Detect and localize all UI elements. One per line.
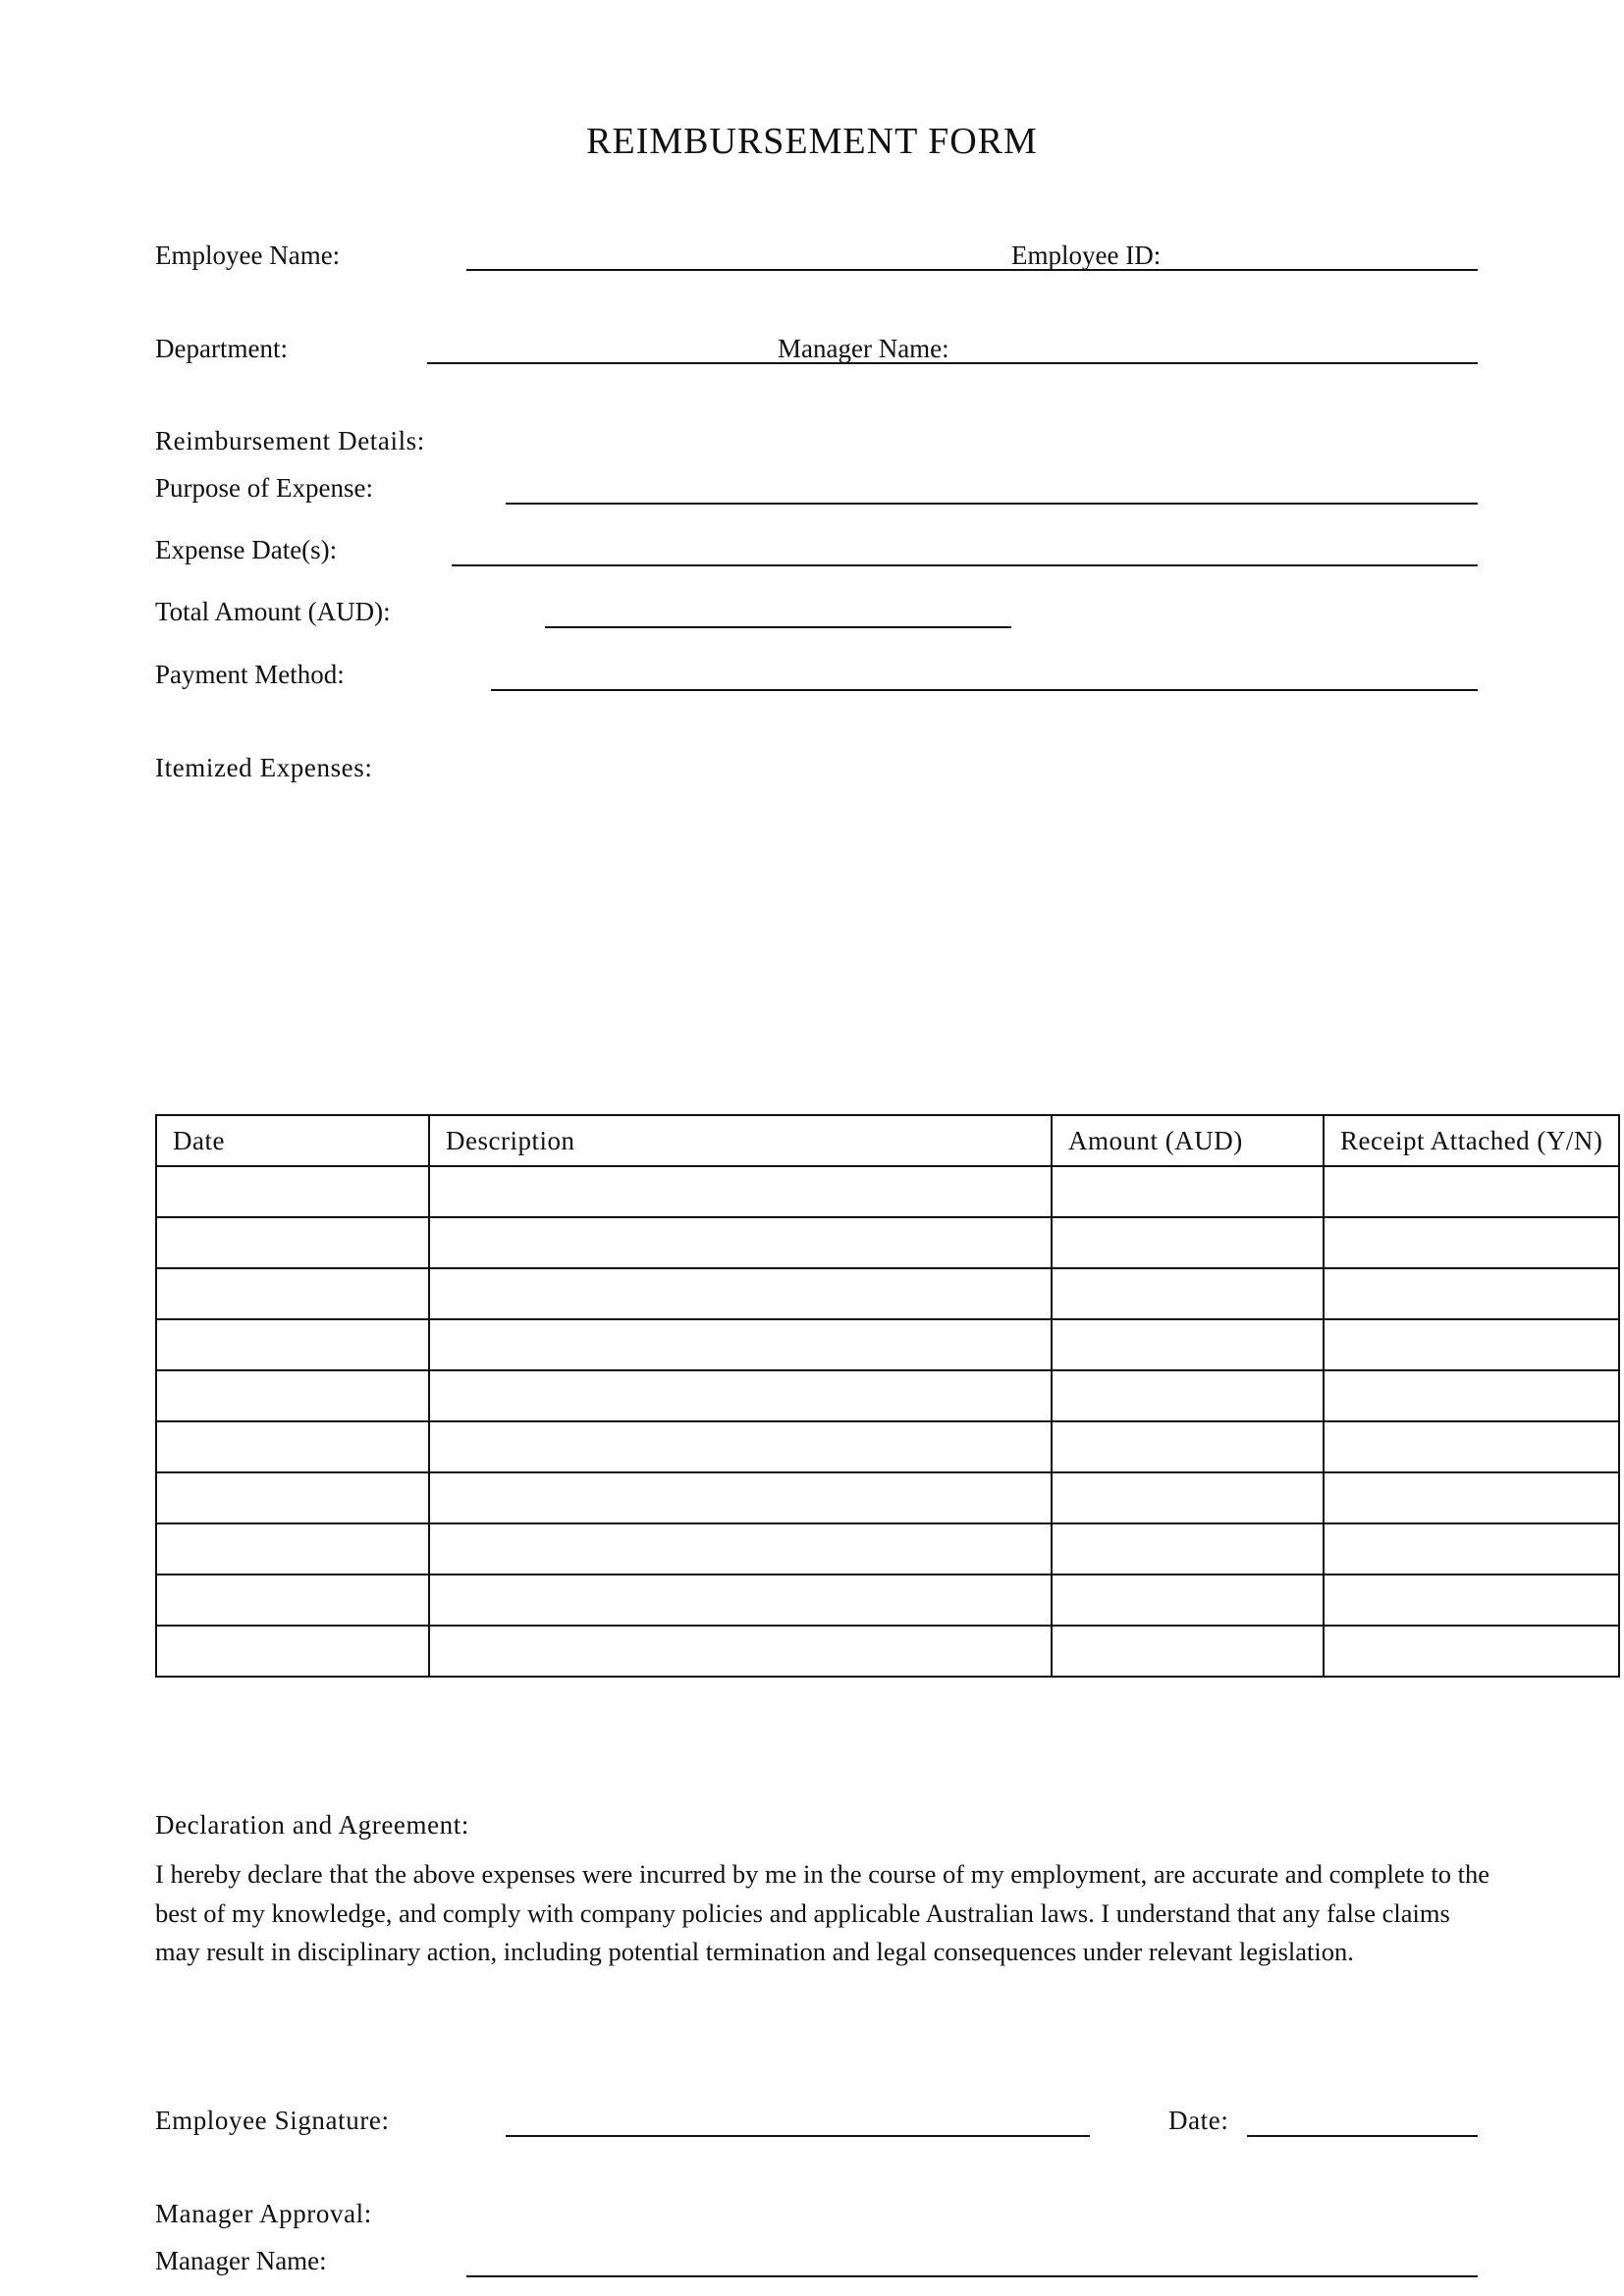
purpose-of-expense-label: Purpose of Expense: [155, 473, 373, 503]
table-row [156, 1626, 1619, 1677]
receipt-cell[interactable] [1324, 1268, 1619, 1319]
receipt-cell[interactable] [1324, 1217, 1619, 1268]
receipt-cell[interactable] [1324, 1166, 1619, 1217]
department-label: Department: [155, 334, 288, 363]
total-amount-field[interactable] [545, 626, 1011, 628]
description-cell[interactable] [429, 1575, 1052, 1626]
approval-manager-name-label: Manager Name: [155, 2246, 327, 2275]
table-row [156, 1370, 1619, 1421]
date-cell[interactable] [156, 1370, 429, 1421]
itemized-expenses-table [155, 1114, 1620, 1678]
receipt-cell[interactable] [1324, 1421, 1619, 1472]
receipt-cell[interactable] [1324, 1575, 1619, 1626]
date-cell[interactable] [156, 1268, 429, 1319]
table-header-row [156, 1115, 1619, 1166]
description-cell[interactable] [429, 1319, 1052, 1370]
date-cell[interactable] [156, 1523, 429, 1575]
payment-method-field[interactable] [491, 689, 1478, 691]
amount-cell[interactable] [1052, 1319, 1324, 1370]
receipt-cell[interactable] [1324, 1472, 1619, 1523]
amount-cell[interactable] [1052, 1575, 1324, 1626]
description-cell[interactable] [429, 1268, 1052, 1319]
date-cell[interactable] [156, 1472, 429, 1523]
header-receipt-attached: Receipt Attached (Y/N) [1324, 1115, 1619, 1166]
description-cell[interactable] [429, 1166, 1052, 1217]
signature-date-label: Date: [1168, 2106, 1229, 2135]
table-row [156, 1268, 1619, 1319]
receipt-cell[interactable] [1324, 1626, 1619, 1677]
header-description: Description [429, 1115, 1052, 1166]
amount-cell[interactable] [1052, 1472, 1324, 1523]
amount-cell[interactable] [1052, 1370, 1324, 1421]
date-cell[interactable] [156, 1626, 429, 1677]
total-amount-label: Total Amount (AUD): [155, 597, 391, 626]
manager-approval-heading: Manager Approval: [155, 2199, 372, 2228]
table-row [156, 1575, 1619, 1626]
description-cell[interactable] [429, 1421, 1052, 1472]
description-cell[interactable] [429, 1523, 1052, 1575]
purpose-of-expense-field[interactable] [506, 503, 1478, 505]
employee-name-field[interactable] [466, 269, 1478, 271]
itemized-expenses-heading: Itemized Expenses: [155, 753, 373, 782]
table-row [156, 1319, 1619, 1370]
amount-cell[interactable] [1052, 1166, 1324, 1217]
amount-cell[interactable] [1052, 1217, 1324, 1268]
header-date: Date [156, 1115, 429, 1166]
date-cell[interactable] [156, 1319, 429, 1370]
amount-cell[interactable] [1052, 1421, 1324, 1472]
expense-dates-label: Expense Date(s): [155, 535, 338, 564]
employee-signature-label: Employee Signature: [155, 2106, 390, 2135]
expense-dates-field[interactable] [452, 564, 1478, 566]
employee-name-label: Employee Name: [155, 240, 341, 270]
date-cell[interactable] [156, 1166, 429, 1217]
table-row [156, 1523, 1619, 1575]
manager-name-label: Manager Name: [778, 334, 949, 363]
reimbursement-details-heading: Reimbursement Details: [155, 426, 425, 455]
table-row [156, 1472, 1619, 1523]
date-cell[interactable] [156, 1217, 429, 1268]
date-cell[interactable] [156, 1421, 429, 1472]
table-row [156, 1421, 1619, 1472]
employee-id-label: Employee ID: [1011, 240, 1162, 270]
amount-cell[interactable] [1052, 1523, 1324, 1575]
table-row [156, 1166, 1619, 1217]
header-amount: Amount (AUD) [1052, 1115, 1324, 1166]
table-row [156, 1217, 1619, 1268]
signature-date-field[interactable] [1247, 2135, 1478, 2137]
amount-cell[interactable] [1052, 1626, 1324, 1677]
declaration-text: I hereby declare that the above expenses were incurred by me in the course of my employment, are accurate and complete to the best of my knowledge, and comply with company policies and applicable Australian laws. I understand that any false claims may result in disciplinary action, including potential termination and legal consequences under relevant legislation. [155, 1859, 1490, 1966]
receipt-cell[interactable] [1324, 1319, 1619, 1370]
department-field[interactable] [427, 362, 1478, 364]
amount-cell[interactable] [1052, 1268, 1324, 1319]
description-cell[interactable] [429, 1217, 1052, 1268]
date-cell[interactable] [156, 1575, 429, 1626]
employee-signature-field[interactable] [506, 2135, 1090, 2137]
receipt-cell[interactable] [1324, 1523, 1619, 1575]
declaration-heading: Declaration and Agreement: [155, 1810, 469, 1840]
payment-method-label: Payment Method: [155, 660, 345, 689]
description-cell[interactable] [429, 1626, 1052, 1677]
description-cell[interactable] [429, 1370, 1052, 1421]
receipt-cell[interactable] [1324, 1370, 1619, 1421]
description-cell[interactable] [429, 1472, 1052, 1523]
approval-manager-name-field[interactable] [466, 2275, 1478, 2277]
form-title: REIMBURSEMENT FORM [586, 121, 1038, 162]
